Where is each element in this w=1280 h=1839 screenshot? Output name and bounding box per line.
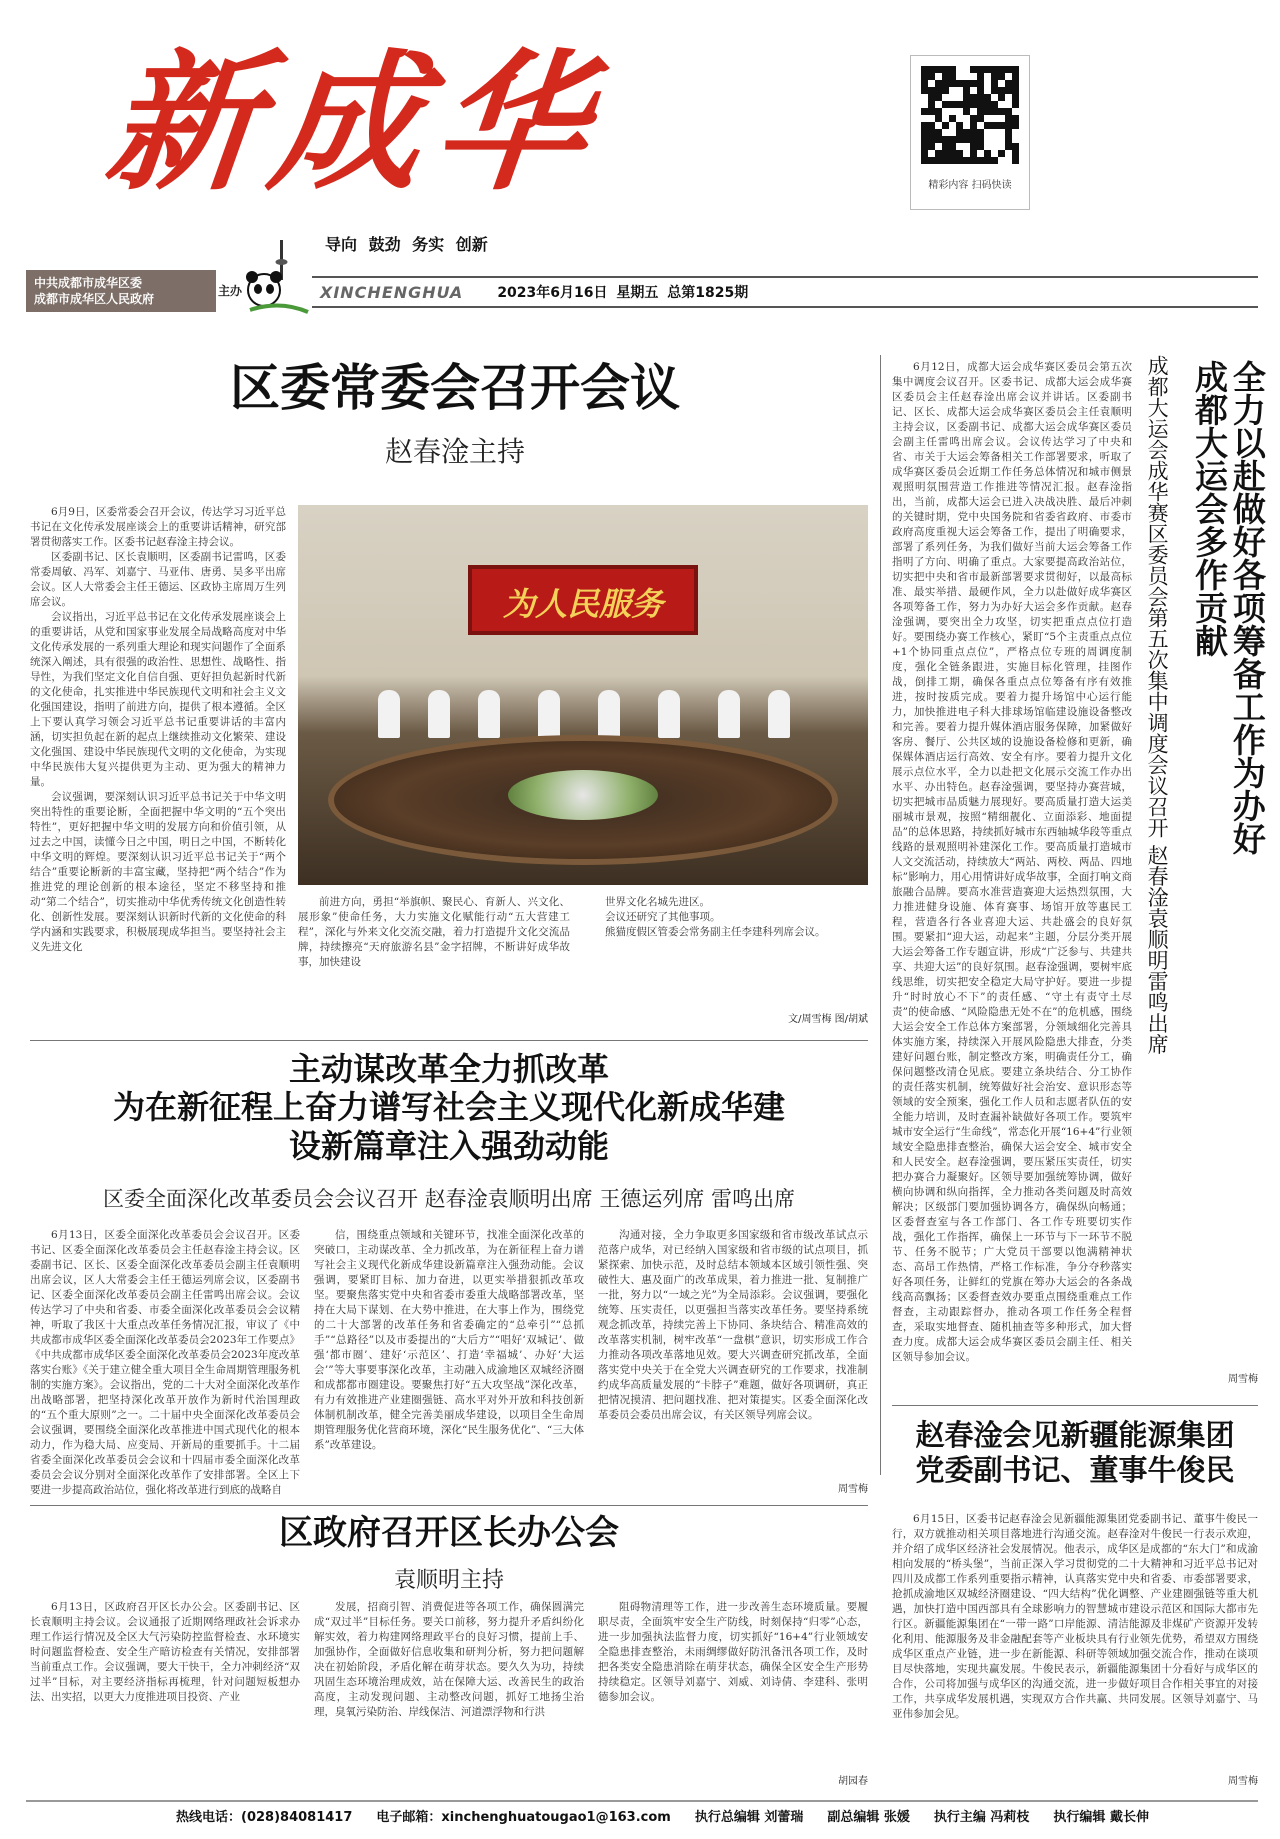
article2-credit: 周雪梅 xyxy=(838,1484,868,1495)
sponsor-line1: 中共成都市成华区委 xyxy=(34,276,143,290)
article1-para: 前进方向，勇担“举旗帜、聚民心、育新人、兴文化、展形象”使命任务，大力实施文化赋能行动“五大营建工程”，深化与外来文化交流交融，着力打造提升文化交流品牌，持续擦亮“天府旅游名县”金字招牌，不断讲好成华故事，加快建设 xyxy=(298,896,570,968)
article2-col1 xyxy=(30,1228,300,1498)
article3-title[interactable]: 区政府召开区长办公会 xyxy=(279,1513,619,1553)
article3-col1 xyxy=(30,1600,300,1785)
article2-col3 xyxy=(598,1228,868,1478)
article2-title[interactable] xyxy=(30,1050,868,1165)
date-bar xyxy=(312,276,1258,308)
meeting-photo[interactable] xyxy=(298,505,868,885)
footer-bar xyxy=(26,1800,1258,1828)
article1-para: 世界文化名城先进区。 xyxy=(605,896,710,908)
article3-body xyxy=(30,1600,868,1785)
article4-credit: 周雪梅 xyxy=(1228,1374,1258,1385)
article1-para: 6月9日，区委常委会召开会议，传达学习习近平总书记在文化传承发展座谈会上的重要讲话精神，研究部署贯彻落实工作。区委书记赵春淦主持会议。 xyxy=(30,506,286,548)
article2-body xyxy=(30,1228,868,1498)
article2-para: 信，围绕重点领域和关键环节，找准全面深化改革的突破口，主动谋改革、全力抓改革，为在新征程上奋力谱写社会主义现代化新成华建设新篇章注入强劲动能。会议强调，要紧盯目标、加力奋进，以更实举措狠抓改革攻坚。要聚焦落实党中央和省委市委重大战略部署改革，坚持在大局下谋划、在大势中推进，在大事上作为，围绕党的二十大部署的改革任务和省委确定的“总牵引”“总抓手”“总路径”以及市委提出的“大后方”“唱好‘双城记’、做强‘都市圈’、建好‘示范区’、打造‘幸福城’、办好‘大运会’”等大事要事深化改革，主动融入成渝地区双城经济圈和成都都市圈建设。要聚焦打好“五大攻坚战”深化改革，有力有效推进产业建圈强链、高水平对外开放和科技创新体制机制改革，健全完善美丽成华建设，以项目全生命周期管理服务优化营商环境，深化“民生服务优化”、“三大体系”改革建设。 xyxy=(314,1229,584,1451)
article2-subtitle: 区委全面深化改革委员会会议召开 赵春淦袁顺明出席 王德运列席 雷鸣出席 xyxy=(102,1187,796,1211)
article2-para: 6月13日，区委全面深化改革委员会会议召开。区委书记、区委全面深化改革委员会主任赵春淦主持会议。区委副书记、区长、区委全面深化改革委员会副主任袁顺明出席会议，区人大常委会主任王德运列席会议，区委副书记、区委全面深化改革委员会副主任雷鸣出席会议。会议传达学习了中央和省委、市委全面深化改革委员会会议精神，听取了我区十大重点改革任务情况汇报，审议了《中共成都市成华区委全面深化改革委员会2023年工作要点》《中共成都市成华区委全面深化改革委员会2023年度改革落实台账》《关于建立健全重大项目全生命周期管理服务机制的实施方案》。会议指出，党的二十大对全面深化改革作出战略部署，把坚持深化改革开放作为新时代治国理政的“五个重大原则”之一。二十届中央全面深化改革委员会会议强调，要围绕全面深化改革推进中国式现代化的根本动力，作为稳大局、应变局、开新局的重要抓手。十二届省委全面深化改革委员会会议和十四届市委全面深化改革委员会会议分别对全面深化改革作了安排部署。全区上下要进一步提高政治站位，强化将改革进行到底的战略自 xyxy=(30,1229,300,1496)
article2-title-line3: 设新篇章注入强劲动能 xyxy=(288,1126,609,1165)
article3-col2 xyxy=(314,1600,584,1785)
column-divider xyxy=(880,355,881,1475)
qr-caption: 精彩内容 扫码快读 xyxy=(928,180,1012,191)
article5-title-line1: 赵春淦会见新疆能源集团 xyxy=(915,1418,1235,1452)
photo-banner: 为人民服务 xyxy=(468,565,698,635)
article4-subtitle: 成都大运会成华赛区委员会第五次集中调度会议召开 赵春淦袁顺明雷鸣出席 xyxy=(1145,355,1170,1055)
qr-code-icon xyxy=(921,66,1019,164)
article1-title[interactable]: 区委常委会召开会议 xyxy=(230,359,680,417)
article5-title[interactable] xyxy=(885,1418,1265,1488)
article5-body xyxy=(892,1512,1258,1777)
sponsor-box xyxy=(26,270,216,312)
article1-para: 区委副书记、区长袁顺明，区委副书记雷鸣，区委常委周敏、冯军、刘嘉宁、马亚伟、唐勇、吴多平出席会议。区人大常委会主任王德运、区政协主席周万生列席会议。 xyxy=(30,551,286,608)
article4-title[interactable]: 全力以赴做好各项筹备工作为办好成都大运会多作贡献 xyxy=(1189,360,1267,855)
article5-para: 6月15日，区委书记赵春淦会见新疆能源集团党委副书记、董事牛俊民一行，双方就推动相关项目落地进行沟通交流。赵春淦对牛俊民一行表示欢迎，并介绍了成华区经济社会发展情况。他表示，成华区是成都的“东大门”和成渝相向发展的“桥头堡”，当前正深入学习贯彻党的二十大精神和习近平总书记对四川及成都工作系列重要指示精神，认真落实党中央和省委、市委部署要求，抢抓成渝地区双城经济圈建设、“四大结构”优化调整、产业建圈强链等重大机遇，加快打造中国西部具有全球影响力的智慧城市建设示范区和国际大都市先行区。新疆能源集团在“一带一路”口岸能源、清洁能源及非煤矿产资源开发转化利用、能源服务及非金融配套等产业板块具有行业领先优势，希望双方围绕成华区重点产业链，进一步在新能源、科研等领域加强交流合作，推动在谈项目尽快落地，实现共赢发展。牛俊民表示，新疆能源集团十分看好与成华区的合作，公司将加强与成华区的沟通交流，进一步做好项目合作相关事宜的对接工作，共享成华发展机遇，实现双方合作共赢、共同发展。区领导刘嘉宁、马亚伟参加会见。 xyxy=(892,1513,1258,1720)
article1-credit: 文/周雪梅 图/胡斌 xyxy=(788,1014,868,1025)
table-flowers xyxy=(508,770,658,820)
divider xyxy=(892,1405,1258,1406)
footer-exec-editor2: 执行编辑 戴长伸 xyxy=(1053,1809,1149,1825)
article3-col3 xyxy=(598,1600,868,1765)
article3-para: 6月13日，区政府召开区长办公会。区委副书记、区长袁顺明主持会议。会议通报了近期网络理政社会诉求办理工作运行情况及全区大气污染防控监督检查、水环境实时问题监督检查、安全生产暗访检查有关情况，安排部署当前重点工作。会议强调，要大干快干，全力冲刺经济“双过半”目标，对主要经济指标再梳理，针对问题短板想办法、出实招，以更大力度推进项目投资、产业 xyxy=(30,1601,300,1703)
footer-hotline[interactable]: 热线电话：(028)84081417 xyxy=(176,1809,353,1825)
footer-chief-editor: 执行主编 冯莉枝 xyxy=(933,1809,1030,1825)
panda-tower-icon xyxy=(240,240,310,315)
article5-title-line2: 党委副书记、董事牛俊民 xyxy=(915,1452,1235,1487)
article1-subtitle: 赵春淦主持 xyxy=(384,435,525,468)
article5-credit: 周雪梅 xyxy=(1228,1776,1258,1787)
article2-col2 xyxy=(314,1228,584,1498)
article1-body-right xyxy=(584,895,868,995)
article1-body-mid xyxy=(298,895,570,1025)
masthead-motto: 导向 鼓劲 务实 创新 xyxy=(325,235,488,254)
issue-date: 2023年6月16日 星期五 总第1825期 xyxy=(497,285,749,301)
article2-title-line1: 主动谋改革全力抓改革 xyxy=(288,1050,609,1088)
article1-para: 会议还研究了其他事项。 xyxy=(605,911,721,923)
article3-para: 发展，招商引智、消费促进等各项工作，确保圆满完成“双过半”目标任务。要关口前移，努力提升矛盾纠纷化解实效，着力构建网络理政平台的良好习惯，提前上手、加强协作，全面做好信息收集和研判分析，努力把问题解决在初始阶段，矛盾化解在萌芽状态。要久久为功，持续巩固生态环境治理成效，站在保障大运、改善民生的政治高度，主动发现问题、主动整改问题，抓好工地扬尘治理，臭氧污染防治、岸线保洁、河道漂浮物和行洪 xyxy=(314,1601,584,1718)
divider xyxy=(30,1505,868,1506)
article3-para: 阻碍物清理等工作，进一步改善生态环境质量。要履职尽责，全面筑牢安全生产防线，时刻保持“归零”心态，进一步加强执法监督力度，切实抓好“16+4”行业领域安全隐患排查整治，未雨绸缪做好防汛备汛各项工作，及时把各类安全隐患消除在萌芽状态，确保全区安全生产形势持续稳定。区领导刘嘉宁、刘威、刘诗倩、李建科、张明德参加会议。 xyxy=(598,1601,868,1703)
sponsor-line2: 成都市成华区人民政府 xyxy=(34,292,155,306)
article2-para: 沟通对接，全力争取更多国家级和省市级改革试点示范落户成华，对已经纳入国家级和省市级的试点项目，抓紧探索、加快示范，及时总结本领域本区域引领性强、突破性大、惠及面广的改革成果，着力推进一批、复制推广一批，努力以“一域之光”为全局添彩。会议强调，要强化统筹、压实责任，以更强担当落实改革任务。要坚持系统观念抓改革，持续完善上下协同、条块结合、精准高效的改革落实机制，树牢改革“一盘棋”意识，切实形成工作合力推动各项改革落地见效。要大兴调查研究抓改革，全面落实党中央关于在全党大兴调查研究的工作要求，找准制约成华高质量发展的“卡脖子”难题，做好各项调研，真正把情况摸清、把问题找准、把对策提实。区委全面深化改革委员会委员出席会议，有关区领导列席会议。 xyxy=(598,1229,868,1421)
article3-credit: 胡园春 xyxy=(838,1776,868,1787)
footer-deputy-editor: 副总编辑 张媛 xyxy=(827,1809,910,1825)
sponsor-suffix: 主办 xyxy=(218,284,243,298)
article2-title-line2: 为在新征程上奋力谱写社会主义现代化新成华建 xyxy=(112,1088,785,1127)
masthead-pinyin: XINCHENGHUA xyxy=(320,282,464,302)
article4-para: 6月12日，成都大运会成华赛区委员会第五次集中调度会议召开。区委书记、成都大运会成华赛区委员会主任赵春淦出席会议并讲话。区委副书记、区长、成都大运会成华赛区委员会主任袁顺明主持会议，区委副书记、成都大运会成华赛区委员会副主任雷鸣出席会议。会议传达学习了中央和省、市关于大运会筹备相关工作部署要求，听取了成华赛区委员会近期工作任务总体情况和城市侧景观照明氛围营造工作推进等情况汇报。赵春淦指出，当前，成都大运会已进入决战决胜、最后冲刺的关键时期，党中央国务院和省委省政府、市委市政府高度重视大运会筹备工作，提出了明确要求，部署了系列任务，为我们做好当前大运会筹备工作指明了方向、明确了重点。大家要提高政治站位，切实把中央和省市最新部署要求贯彻好，以最高标准、最实举措、最硬作风，全力以赴做好成华赛区各项筹备工作，努力为办好大运会多作贡献。赵春淦强调，要突出全力攻坚，切实把重点点位打造好。要围绕办赛工作核心，紧盯“5个主责重点点位+1个协同重点点位”，严格点位专班的周调度制度，强化全链条跟进，实施目标化管理，挂图作战，倒排工期，确保各重点点位筹备有序有效推进，按时按质完成。要着力提升场馆中心运行能力，加快推进电子科大排球场馆临建设施设备整改和完善。要着力提升媒体酒店服务保障，加紧做好客房、餐厅、公共区域的设施设备检修和更新，确保媒体酒店运行高效、安全有序。要着力提升文化展示点位水平，全力以赴把文化展示交流工作办出水平、办出特色。赵春淦强调，要坚持办赛营城，切实把城市品质魅力展现好。要高质量打造大运美丽城市景观，按照“精细靓化、立面添彩、地面提品”的总体思路，持续抓好城市东西轴城华段等重点线路的景观照明补建深化工作。要高质量打造城市人文交流活动，持续放大“两站、两校、两品、四地标”影响力，用心用情讲好成华故事，全面打响文商旅融合品牌。要高水准营造赛迎大运热烈氛围，大力推进健身设施、体育赛事、场馆开放等惠民工程，营造各行各业喜迎大运、共赴盛会的良好氛围。要紧扣“迎大运，动起来”主题，分层分类开展大运会筹备工作专题宣讲，形成“广泛参与、共建共享、共迎大运”的良好氛围。赵春淦强调，要树牢底线思维，切实把安全稳定大局守护好。要进一步提升“时时放心不下”的责任感、“守土有责守土尽责”的使命感、“风险隐患无处不在”的危机感，围绕大运会安全工作总体方案部署，分领域细化完善具体实施方案，持续深入开展风险隐患大排查，分类建好问题台账，制定整改方案，明确责任分工，确保问题整改清仓见底。要建立条块结合、分工协作的责任落实机制，统筹做好社会治安、意识形态等领域的安全预案，强化工作人员和志愿者队伍的安全能力培训，及时查漏补缺做好各项工作。要筑牢城市安全运行“生命线”，常态化开展“16+4”行业领域安全隐患排查整治，确保大运会安全、城市安全和人民安全。赵春淦强调，要压紧压实责任，切实把办赛合力凝聚好。区领导要加强统筹协调，做好横向协调和纵向指挥，全力推动各类问题及时高效解决；区级部门要加强协调各方，确保纵向畅通；区委督查室与各工作部门、各工作专班要切实作战，强化工作指挥，确保上一环节与下一环节不脱节、任务不脱节；广大党员干部要以饱满精神状态、高昂工作热情，严格工作标准，争分夺秒落实好各项任务，让鲜红的党旗在筹办大运会的各条战线高高飘扬；区委督查效办要重点围绕重难点工作督查，主动跟踪督办，推动各项工作任务全程督查，采取实地督查、随机抽查等多种形式，加大督查力度。成都大运会成华赛区委员会副主任、相关区领导参加会议。 xyxy=(892,361,1132,1363)
article1-para: 熊猫度假区管委会常务副主任李建科列席会议。 xyxy=(605,926,826,938)
footer-exec-editor: 执行总编辑 刘蕾瑞 xyxy=(694,1809,804,1825)
divider xyxy=(30,1040,868,1041)
article3-subtitle: 袁顺明主持 xyxy=(393,1568,504,1593)
footer-email[interactable]: 电子邮箱：xinchenghuatougao1@163.com xyxy=(376,1809,671,1825)
article1-para: 会议强调，要深刻认识习近平总书记关于中华文明突出特性的重要论断，全面把握中华文明的“五个突出特性”，更好把握中华文明的发展方向和价值引领，从过去之中国，读懂今日之中国，明日之中国，不断转化中华文明的辉煌。要深刻认识习近平总书记关于“两个结合”重要论断新的丰富宝藏，坚持把“两个结合”作为推进党的理论创新的根本途径，坚定不移坚持和推动“第二个结合”，切实推动中华优秀传统文化创造性转化、创新性发展。要深刻认识新时代新的文化使命的科学内涵和实践要求，积极展现成华担当。要坚持社会主义先进文化 xyxy=(30,791,286,953)
article1-para: 会议指出，习近平总书记在文化传承发展座谈会上的重要讲话，从党和国家事业发展全局战略高度对中华文化传承发展的一系列重大理论和现实问题作了全面系统深入阐述，具有很强的政治性、思想性、战略性、指导性，为我们坚定文化自信自强、更好担负起新时代新的文化使命，扎实推进中华民族现代文明和社会主义文化强国建设，指明了前进方向，提供了根本遵循。全区上下要认真学习领会习近平总书记重要讲话的丰富内涵，切实担负起在新的起点上继续推动文化繁荣、建设文化强国、建设中华民族现代文明的文化使命，为实现中华民族伟大复兴提供更为主动、更为强大的精神力量。 xyxy=(30,611,286,788)
article4-body xyxy=(892,360,1132,1395)
qr-code-box[interactable] xyxy=(910,55,1030,210)
masthead-logo: 新成华 xyxy=(98,35,610,211)
